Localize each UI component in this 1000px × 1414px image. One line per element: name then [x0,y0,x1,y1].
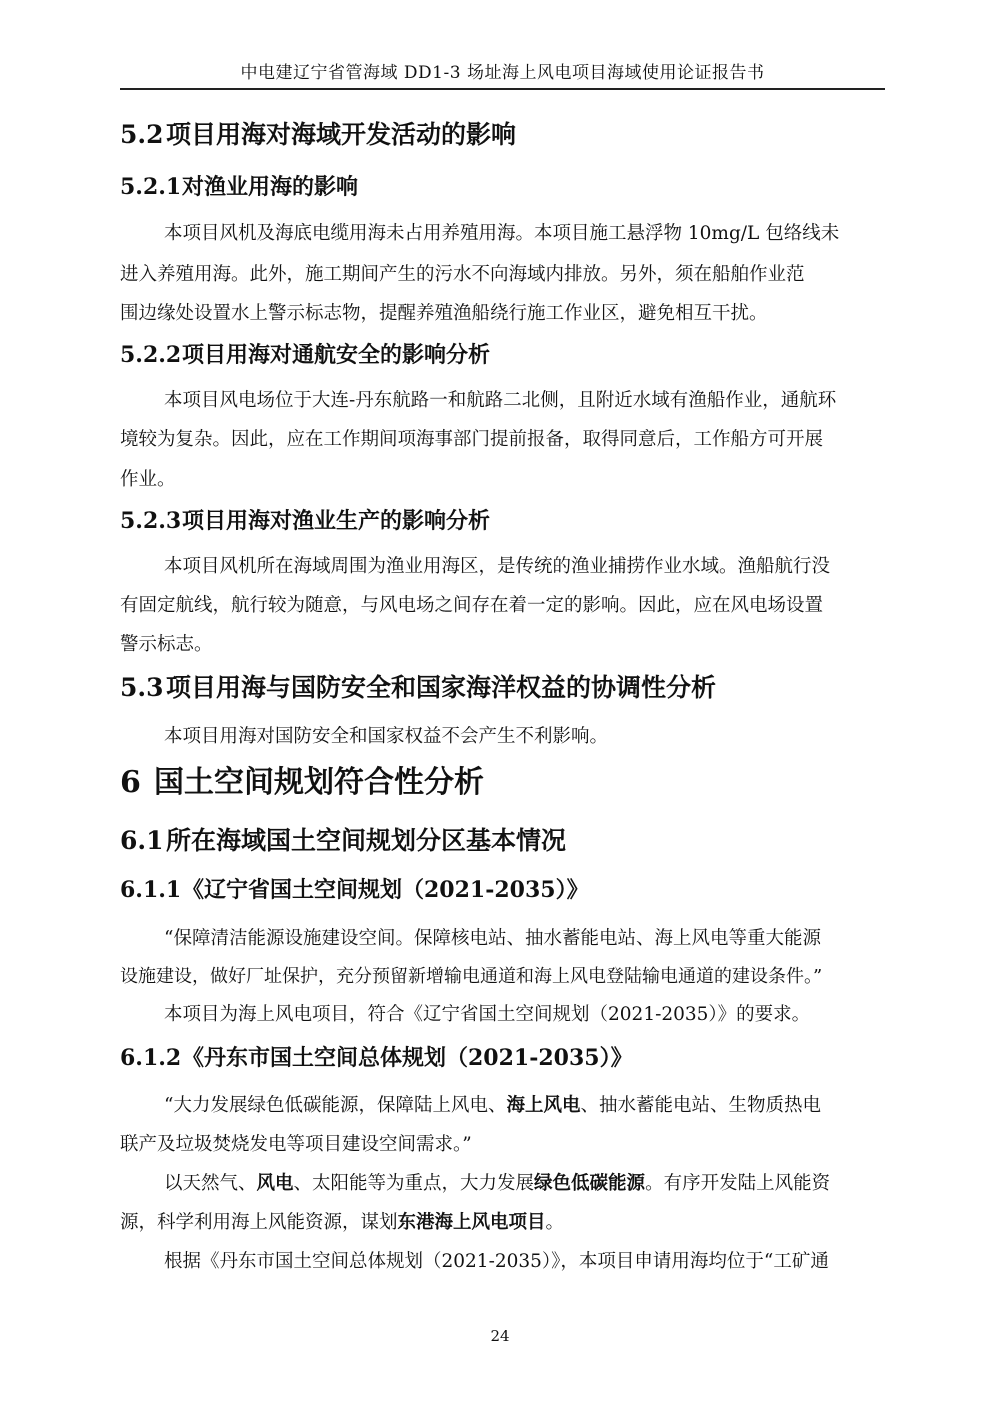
heading-number: 6.1 [120,826,164,855]
heading-title: 国土空间规划符合性分析 [154,765,484,800]
paragraph-line: 境较为复杂。因此，应在工作期间项海事部门提前报备，取得同意后，工作船方可开展 [120,429,824,450]
text-run: 源，科学利用海上风能资源，谋划 [120,1212,398,1233]
heading-number: 6 [120,765,141,800]
paragraph-line: 进入养殖用海。此外，施工期间产生的污水不向海域内排放。另外，须在船舶作业范 [120,264,805,285]
paragraph-line: 警示标志。 [120,634,213,655]
paragraph-line: 本项目风机所在海域周围为渔业用海区，是传统的渔业捕捞作业水域。渔船航行没 [164,556,831,577]
heading-6-1 [120,824,566,858]
paragraph-line: 根据《丹东市国土空间总体规划（2021-2035）》，本项目申请用海均位于“工矿通 [164,1251,829,1272]
heading-5-2 [120,118,516,152]
paragraph-line: 联产及垃圾焚烧发电等项目建设空间需求。” [120,1134,472,1155]
paragraph-line: 本项目用海对国防安全和国家权益不会产生不利影响。 [164,726,609,747]
text-run: 以天然气、 [164,1173,257,1194]
heading-6-1-1 [120,875,589,905]
text-run: 、抽水蓄能电站、生物质热电 [580,1095,821,1116]
paragraph-line: 有固定航线，航行较为随意，与风电场之间存在着一定的影响。因此，应在风电场设置 [120,595,824,616]
emphasis-text: 风电 [256,1173,294,1194]
heading-title: 《丹东市国土空间总体规划（2021-2035）》 [182,1045,633,1071]
paragraph-line: 设施建设，做好厂址保护，充分预留新增输电通道和海上风电登陆输电通道的建设条件。” [120,966,823,987]
heading-title: 对渔业用海的影响 [182,174,359,200]
paragraph-line [164,1171,830,1197]
heading-5-2-3 [120,506,490,536]
heading-5-2-2 [120,340,490,370]
paragraph-line: 作业。 [120,469,176,490]
paragraph-line: 本项目风电场位于大连-丹东航路一和航路二北侧，且附近水域有渔船作业，通航环 [164,390,837,411]
paragraph-line [164,1093,821,1119]
page-number: 24 [490,1327,510,1345]
paragraph-line: “保障清洁能源设施建设空间。保障核电站、抽水蓄能电站、海上风电等重大能源 [164,928,821,949]
paragraph-line: 围边缘处设置水上警示标志物，提醒养殖渔船绕行施工作业区，避免相互干扰。 [120,303,768,324]
paragraph-line: 本项目风机及海底电缆用海未占用养殖用海。本项目施工悬浮物 10mg/L 包络线未 [164,223,840,244]
heading-number: 6.1.2 [120,1045,182,1071]
heading-6 [120,764,484,802]
heading-6-1-2 [120,1043,633,1073]
heading-number: 5.2.3 [120,508,182,534]
heading-number: 5.2.1 [120,174,182,200]
header-rule [120,88,885,90]
text-run: 。有序开发陆上风能资 [645,1173,831,1194]
heading-title: 所在海域国土空间规划分区基本情况 [166,826,567,855]
emphasis-text: 绿色低碳能源 [534,1173,646,1194]
heading-title: 《辽宁省国土空间规划（2021-2035）》 [182,877,589,903]
text-run: 、太阳能等为重点，大力发展 [293,1173,535,1194]
heading-number: 5.3 [120,673,164,702]
heading-5-2-1 [120,172,358,202]
heading-number: 5.2 [120,120,164,149]
heading-number: 6.1.1 [120,877,182,903]
emphasis-text: 海上风电 [506,1095,581,1116]
text-run: 。 [545,1212,565,1233]
running-header: 中电建辽宁省管海域 DD1-3 场址海上风电项目海域使用论证报告书 [240,63,765,83]
heading-number: 5.2.2 [120,342,182,368]
heading-title: 项目用海对渔业生产的影响分析 [182,508,491,534]
heading-title: 项目用海与国防安全和国家海洋权益的协调性分析 [166,673,717,702]
emphasis-text: 东港海上风电项目 [397,1212,546,1233]
heading-title: 项目用海对海域开发活动的影响 [166,120,517,149]
paragraph-line [120,1210,564,1236]
heading-5-3 [120,671,716,705]
heading-title: 项目用海对通航安全的影响分析 [182,342,491,368]
text-run: “大力发展绿色低碳能源，保障陆上风电、 [164,1095,507,1116]
paragraph-line: 本项目为海上风电项目，符合《辽宁省国土空间规划（2021-2035）》的要求。 [164,1004,811,1025]
